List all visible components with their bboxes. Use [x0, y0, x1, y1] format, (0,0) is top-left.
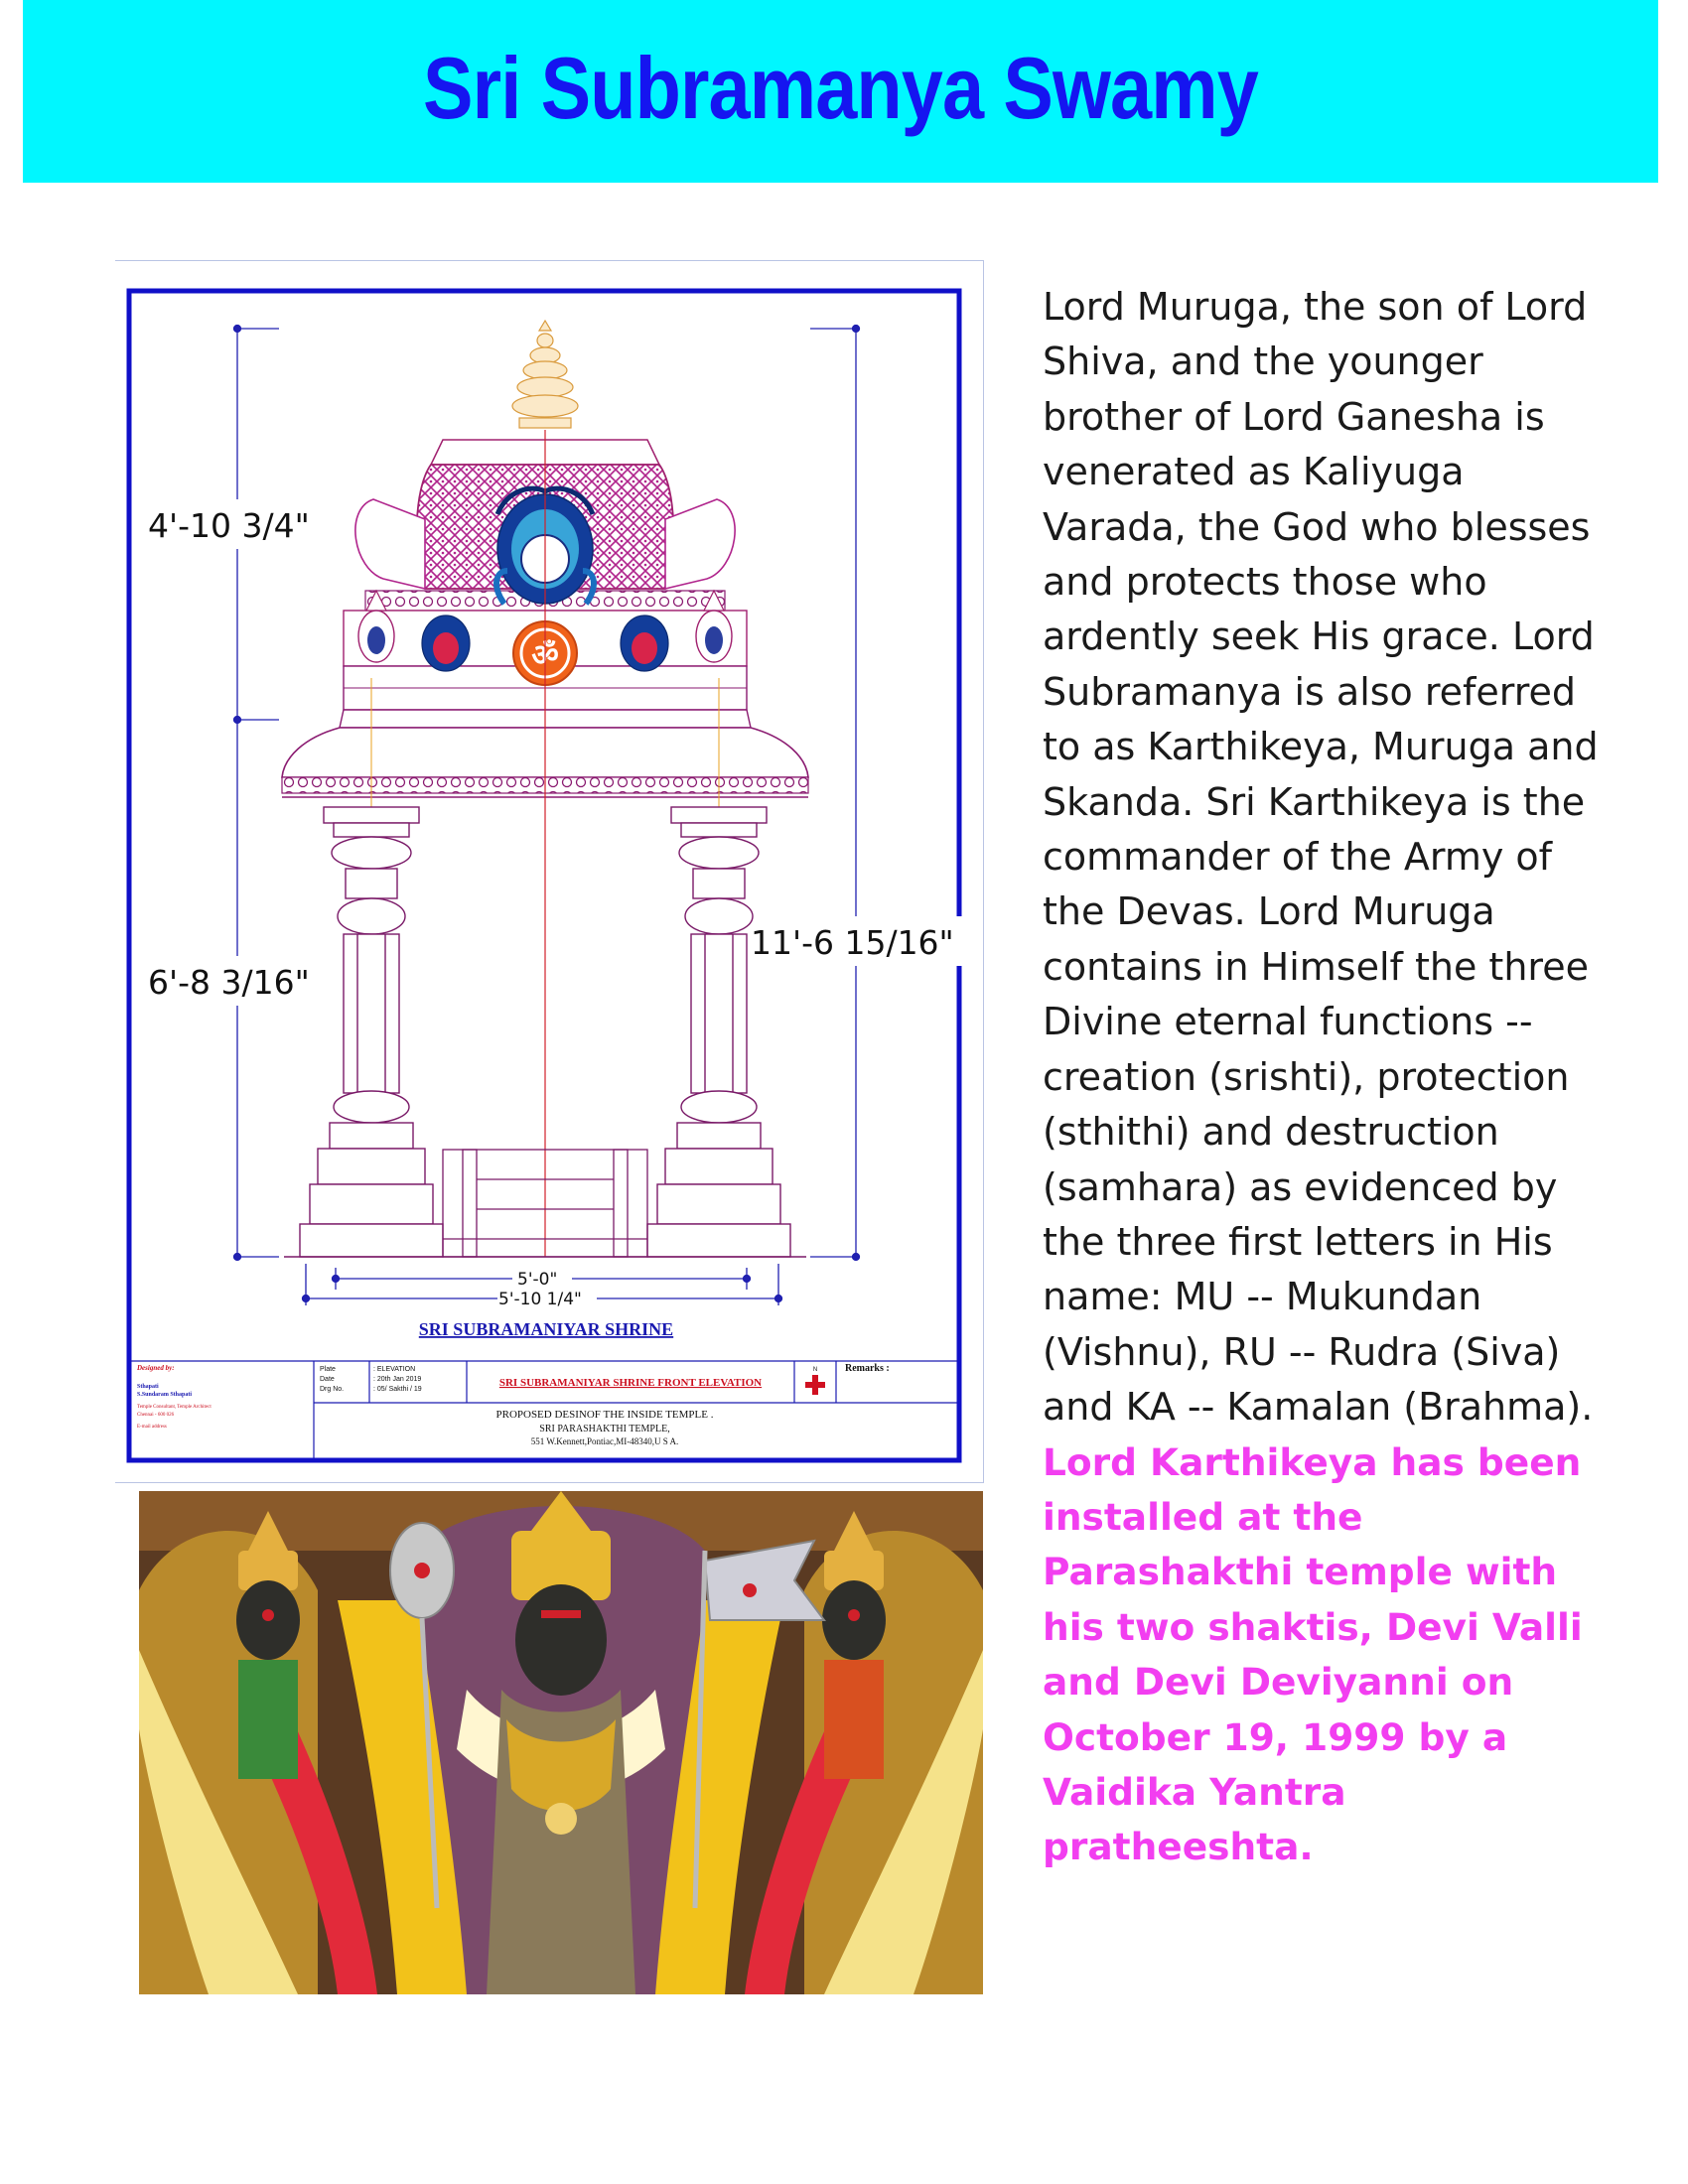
shrine-elevation [282, 321, 808, 1257]
shrine-elevation-drawing [115, 260, 984, 1483]
designer-line-1: Sthapati [137, 1384, 159, 1390]
title-banner [23, 0, 1658, 183]
drawing-title: SRI SUBRAMANIYAR SHRINE FRONT ELEVATION [498, 1377, 763, 1389]
elevation-svg [115, 261, 983, 1482]
remarks-label: Remarks : [845, 1363, 890, 1374]
svg-text:ॐ: ॐ [531, 638, 559, 673]
project-line-2: SRI PARASHAKTHI TEMPLE, [539, 1424, 670, 1434]
designer-line-3: Temple Consultant, Temple Architect [137, 1405, 211, 1410]
designed-by-label: Designed by: [137, 1364, 175, 1372]
north-arrow-icon [805, 1375, 825, 1395]
drg-value: : 05/ Sakthi / 19 [373, 1386, 422, 1393]
plate-label: Plate [320, 1366, 336, 1373]
installation-highlight: Lord Karthikeya has been installed at the Parashakthi temple with his two shaktis, Devi Valli and Devi Deviyanni on October 19, 1999 by a Vaidika Yantra pratheeshta. [1043, 1439, 1583, 1869]
drawing-caption: SRI SUBRAMANIYAR SHRINE [418, 1319, 674, 1339]
project-line-1: PROPOSED DESINOF THE INSIDE TEMPLE . [495, 1409, 714, 1421]
designer-line-2: S.Sundaram Sthapati [137, 1392, 193, 1398]
page-title: Sri Subramanya Swamy [423, 39, 1258, 137]
deity-photo [139, 1491, 983, 1994]
deity-photo-illustration [139, 1491, 983, 1994]
plate-value: : ELEVATION [373, 1366, 416, 1373]
description-text [1043, 280, 1599, 1875]
designer-line-4: Chennai - 600 026 [137, 1413, 175, 1418]
dim-lower-height: 6'-8 3/16" [148, 963, 310, 1002]
dim-outer-width: 5'-10 1/4" [498, 1290, 582, 1309]
project-line-3: 551 W.Kennett,Pontiac,MI-48340,U S A. [530, 1436, 679, 1446]
dim-upper-height: 4'-10 3/4" [148, 506, 310, 545]
dim-inner-width: 5'-0" [517, 1270, 558, 1290]
north-label: N [812, 1367, 818, 1373]
description-body: Lord Muruga, the son of Lord Shiva, and the younger brother of Lord Ganesha is venerated as Kaliyuga Varada, the God who blesses and protects those who ardently seek His grace. Lord Subramanya is also referred to as Karthikeya, Muruga and Skanda. Sri Karthikeya is the commander of the Army of the Devas. Lord Muruga contains in Himself the three Divine eternal functions -- creation (srishti), protection (sthithi) and destruction (samhara) as evidenced by the three first letters in His name: MU -- Mukundan (Vishnu), RU -- Rudra (Siva) and KA -- Kamalan (Brahma). [1043, 285, 1599, 1430]
designer-line-5: E-mail address [137, 1425, 167, 1430]
date-label: Date [320, 1376, 335, 1383]
drg-label: Drg No. [320, 1386, 345, 1393]
date-value: : 20th Jan 2019 [373, 1376, 422, 1383]
dim-total-height: 11'-6 15/16" [751, 923, 954, 962]
